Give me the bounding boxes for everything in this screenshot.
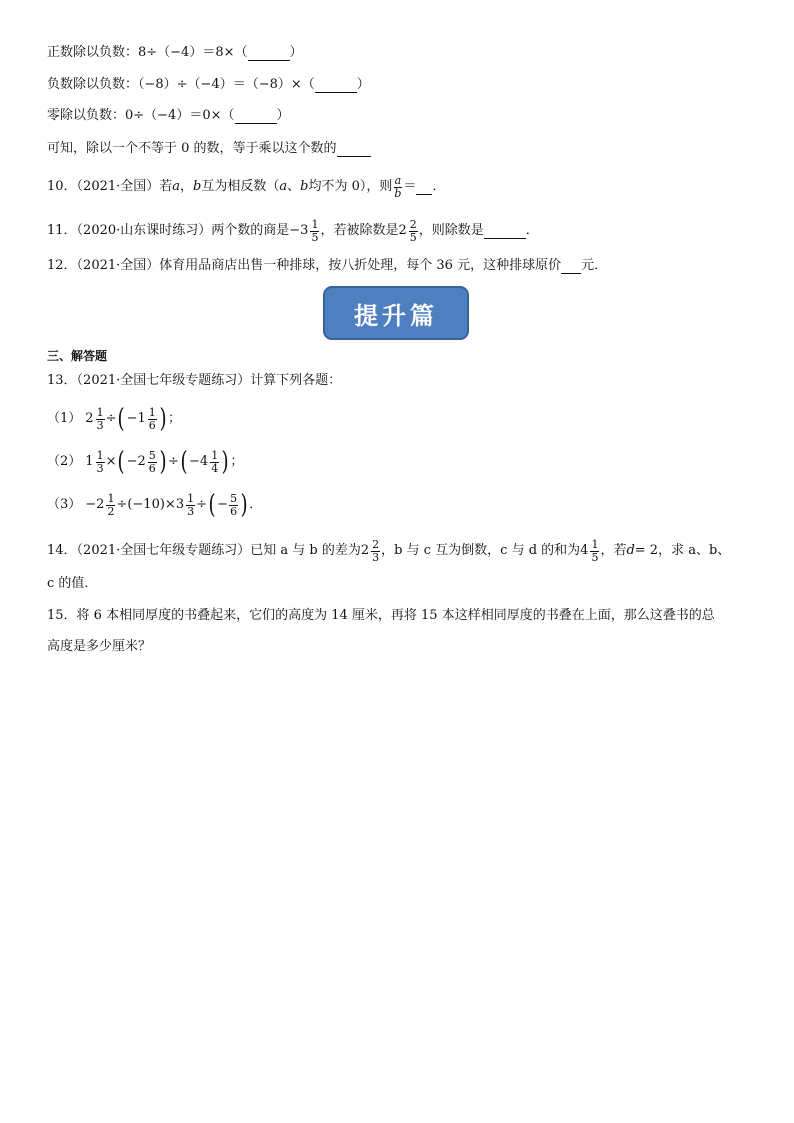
q14-mid2: ，若: [600, 543, 627, 558]
q10-prefix: 10．（2021·全国）若: [47, 179, 173, 194]
answer-blank: [337, 142, 371, 157]
var-b: b: [300, 179, 309, 194]
line-text: 正数除以负数：8÷（−4）＝8×（: [47, 45, 248, 60]
denominator: 5: [591, 550, 599, 564]
numerator: 1: [96, 405, 104, 419]
denominator: 2: [107, 504, 115, 518]
operator: ×: [105, 454, 117, 469]
part-label: （3）: [47, 497, 82, 512]
q11-prefix: 11．（2020·山东课时练习）两个数的商是: [47, 223, 290, 238]
equals-sign: ＝: [403, 179, 417, 194]
mixed-number: [300, 219, 320, 244]
q12-end: 元．: [581, 258, 608, 273]
equals-two: = 2: [634, 543, 659, 558]
line-conclusion: [47, 139, 371, 159]
part-end: ；: [230, 454, 244, 469]
question-14-line-2: [47, 574, 97, 594]
close-paren: ）: [289, 45, 303, 60]
question-10: [47, 172, 445, 202]
numerator: 1: [107, 491, 115, 505]
question-14: [47, 535, 730, 567]
q13-part-1: [47, 402, 181, 436]
var-d: d: [626, 543, 635, 558]
fraction-a-over-b: [393, 175, 402, 200]
var-a: a: [279, 179, 288, 194]
numerator: 5: [230, 491, 238, 505]
fraction: [186, 493, 195, 518]
fraction: [96, 450, 105, 475]
question-12: [47, 256, 607, 276]
minus-sign: −: [217, 497, 229, 512]
q10-sep: 、: [287, 179, 301, 194]
mixed-number: [361, 539, 381, 564]
answer-blank: [235, 109, 277, 124]
line-positive-div-negative: [47, 43, 303, 63]
denominator: 3: [187, 504, 195, 518]
answer-blank: [416, 180, 432, 195]
numerator: 1: [96, 448, 104, 462]
q14-prefix: 14．（2021·全国七年级专题练习）已知 a 与 b 的差为: [47, 543, 361, 558]
line-zero-div-negative: [47, 106, 290, 126]
q11-end: ．: [525, 223, 539, 238]
right-paren: ): [159, 447, 167, 477]
denominator: 5: [311, 230, 319, 244]
fraction: [310, 219, 319, 244]
close-paren: ）: [356, 77, 370, 92]
section-heading: 三、解答题: [47, 349, 108, 363]
fraction: [371, 539, 380, 564]
var-b: b: [193, 179, 202, 194]
fraction: [96, 407, 105, 432]
left-paren: (: [117, 447, 126, 477]
mixed-number: [398, 219, 418, 244]
mixed-number: [85, 407, 105, 432]
q11-mid2: ，则除数是: [418, 223, 484, 238]
denominator: 6: [230, 504, 238, 518]
mixed-number: [176, 493, 196, 518]
q14-line2: c 的值．: [47, 576, 98, 591]
fraction: [106, 493, 115, 518]
whole-part: 2: [360, 543, 370, 558]
mixed-number: [127, 407, 158, 432]
question-15: [47, 606, 715, 626]
denominator: 3: [96, 461, 104, 475]
q14-mid: ，b 与 c 互为倒数，c 与 d 的和为: [381, 543, 581, 558]
numerator: 2: [409, 217, 417, 231]
q10-end: ．: [432, 179, 446, 194]
whole-part: 1: [85, 454, 94, 469]
q13-prefix: 13．（2021·全国七年级专题练习）计算下列各题：: [47, 373, 342, 388]
numerator: 1: [591, 537, 599, 551]
operator: ÷(−10)×: [116, 497, 176, 512]
whole-part: −1: [126, 411, 146, 426]
mixed-number: [85, 493, 116, 518]
mixed-number: [189, 450, 220, 475]
fraction: [229, 493, 238, 518]
whole-part: 2: [398, 223, 407, 238]
denominator: b: [394, 186, 402, 200]
whole-part: 2: [85, 411, 94, 426]
line-text: 零除以负数：0÷（−4）＝0×（: [47, 108, 235, 123]
q13-part-3: [47, 488, 262, 522]
whole-part: 4: [580, 543, 589, 558]
question-11: [47, 216, 539, 246]
q11-mid: ，若被除数是: [320, 223, 399, 238]
right-paren: ): [159, 404, 167, 434]
operator: ÷: [105, 411, 117, 426]
answer-blank: [561, 259, 581, 274]
q15-line2: 高度是多少厘米？: [47, 639, 152, 654]
close-paren: ）: [276, 108, 290, 123]
right-paren: ): [240, 490, 248, 520]
mixed-number: [127, 450, 158, 475]
part-label: （2）: [47, 454, 82, 469]
numerator: 1: [211, 448, 219, 462]
left-paren: (: [180, 447, 188, 477]
fraction: [148, 407, 157, 432]
whole-part: 3: [175, 497, 185, 512]
denominator: 6: [148, 418, 156, 432]
numerator: 2: [372, 537, 380, 551]
numerator: 1: [311, 217, 319, 231]
answer-blank: [248, 46, 290, 61]
part-label: （1）: [47, 411, 82, 426]
line-text: 负数除以负数：（−8）÷（−4）＝（−8）×（: [47, 77, 315, 92]
mixed-number: [580, 539, 600, 564]
fraction: [148, 450, 157, 475]
denominator: 3: [96, 418, 104, 432]
numerator: 1: [187, 491, 195, 505]
denominator: 3: [372, 550, 380, 564]
fraction: [409, 219, 418, 244]
right-paren: ): [221, 447, 229, 477]
fraction: [590, 539, 599, 564]
line-negative-div-negative: [47, 75, 370, 95]
denominator: 5: [409, 230, 417, 244]
q10-mid2: 均不为 0），则: [308, 179, 393, 194]
whole-part: 3: [300, 223, 309, 238]
part-end: ；: [167, 411, 181, 426]
question-15-line-2: [47, 637, 151, 657]
q13-part-2: [47, 445, 243, 479]
fraction: [210, 450, 219, 475]
whole-part: −2: [85, 497, 105, 512]
whole-part: −2: [126, 454, 146, 469]
operator: ÷: [196, 497, 208, 512]
whole-part: −4: [189, 454, 209, 469]
q14-end: ，求 a、b、: [658, 543, 731, 558]
denominator: 6: [148, 461, 156, 475]
q10-comma: ，: [180, 179, 194, 194]
line-text: 可知，除以一个不等于 0 的数，等于乘以这个数的: [47, 141, 337, 156]
section-banner: 提升篇: [323, 286, 469, 340]
minus-sign: −: [289, 223, 301, 238]
mixed-number: [85, 450, 105, 475]
answer-blank: [315, 78, 357, 93]
left-paren: (: [117, 404, 126, 434]
var-a: a: [172, 179, 181, 194]
operator: ÷: [167, 454, 179, 469]
part-end: ．: [249, 497, 263, 512]
q15-line1: 15．将 6 本相同厚度的书叠起来，它们的高度为 14 厘米，再将 15 本这样相同厚度的书叠在上面，那么这叠书的总: [47, 608, 715, 623]
question-13: [47, 371, 341, 391]
q12-prefix: 12．（2021·全国）体育用品商店出售一种排球，按八折处理，每个 36 元，这种排球原价: [47, 258, 562, 273]
numerator: 5: [148, 448, 156, 462]
left-paren: (: [208, 490, 216, 520]
answer-blank: [484, 224, 526, 239]
numerator: 1: [148, 405, 156, 419]
numerator: a: [394, 173, 402, 187]
q10-mid: 互为相反数（: [201, 179, 280, 194]
denominator: 4: [211, 461, 219, 475]
